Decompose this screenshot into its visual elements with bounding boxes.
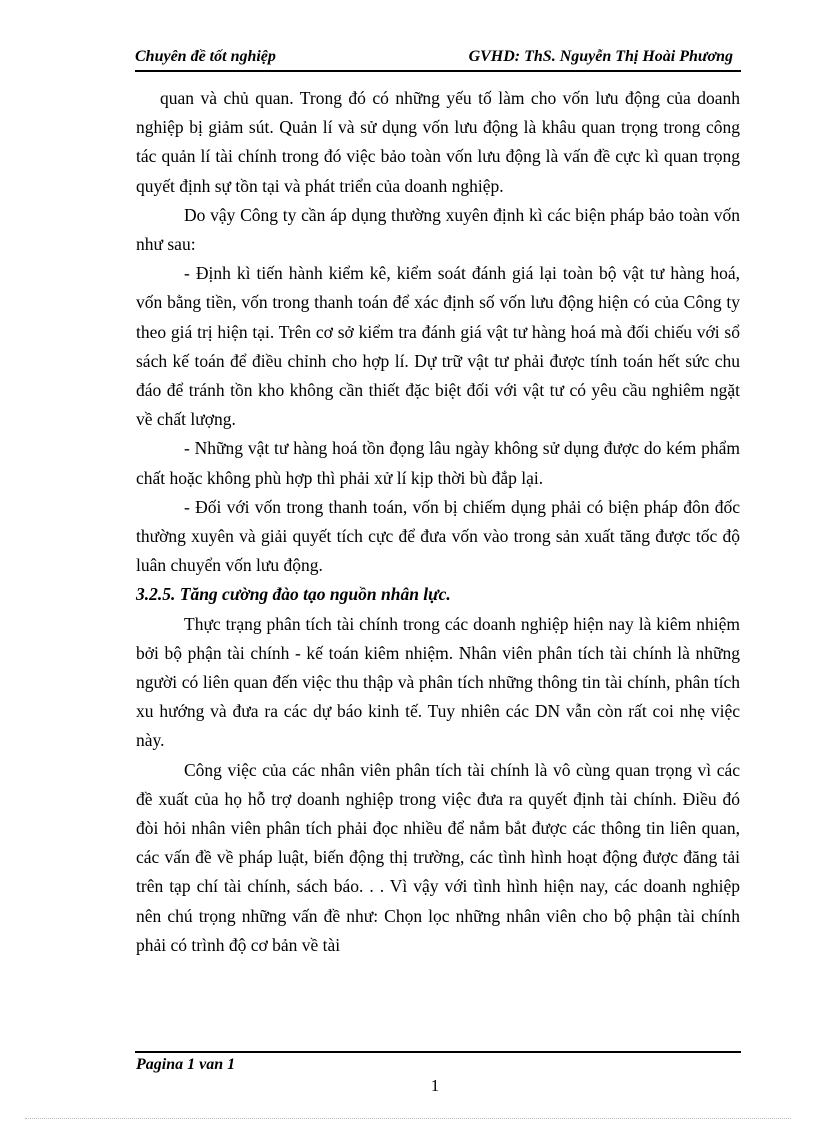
header-supervisor: GVHD: ThS. Nguyễn Thị Hoài Phương (468, 48, 733, 65)
footer-divider (135, 1051, 741, 1053)
footer-pagination-text: Pagina 1 van 1 (136, 1056, 236, 1073)
section-heading: 3.2.5. Tăng cường đào tạo nguồn nhân lực. (136, 584, 451, 605)
paragraph: Do vậy Công ty cần áp dụng thường xuyên định kì các biện pháp bảo toàn vốn như sau: (136, 204, 740, 255)
paragraph: quan và chủ quan. Trong đó có những yếu tố làm cho vốn lưu động của doanh nghiệp bị giảm sút. Quản lí và sử dụng vốn lưu động là khâu quan trọng trong công tác quản lí tài chính trong đó việc bảo toàn vốn lưu động là vấn đề cực kì quan trọng quyết định sự tồn tại và phát triển của doanh nghiệp. (136, 88, 740, 196)
paragraph: - Định kì tiến hành kiểm kê, kiểm soát đánh giá lại toàn bộ vật tư hàng hoá, vốn bằng tiền, vốn trong thanh toán để xác định số vốn lưu động hiện có của Công ty theo giá trị hiện tại. Trên cơ sở kiểm tra đánh giá vật tư hàng hoá mà đối chiếu với sổ sách kế toán để điều chỉnh cho hợp lí. Dự trữ vật tư phải được tính toán hết sức chu đáo để tránh tồn kho không cần thiết đặc biệt đối với vật tư có yêu cầu nghiêm ngặt về chất lượng. (136, 263, 740, 430)
document-body (136, 84, 740, 960)
paragraph: - Đối với vốn trong thanh toán, vốn bị chiếm dụng phải có biện pháp đôn đốc thường xuyên và giải quyết tích cực để đưa vốn vào trong sản xuất tăng được tốc độ luân chuyển vốn lưu động. (136, 496, 740, 576)
paragraph: Công việc của các nhân viên phân tích tài chính là vô cùng quan trọng vì các đề xuất của họ hỗ trợ doanh nghiệp trong việc đưa ra quyết định tài chính. Điều đó đòi hỏi nhân viên phân tích phải đọc nhiều để nắm bắt được các thông tin liên quan, các vấn đề về pháp luật, biến động thị trường, các tình hình hoạt động được đăng tải trên tạp chí tài chính, sách báo. . . Vì vậy với tình hình hiện nay, các doanh nghiệp nên chú trọng những vấn đề như: Chọn lọc những nhân viên cho bộ phận tài chính phải có trình độ cơ bản về tài (136, 759, 740, 955)
header-document-title: Chuyên đề tốt nghiệp (135, 48, 276, 65)
page-break-line (25, 1118, 791, 1119)
paragraph: - Những vật tư hàng hoá tồn đọng lâu ngày không sử dụng được do kém phẩm chất hoặc không phù hợp thì phải xử lí kịp thời bù đắp lại. (136, 438, 740, 488)
paragraph: Thực trạng phân tích tài chính trong các doanh nghiệp hiện nay là kiêm nhiệm bởi bộ phận tài chính - kế toán kiêm nhiệm. Nhân viên phân tích tài chính là những người có liên quan đến việc thu thập và phân tích những thông tin tài chính, phân tích xu hướng và đưa ra các dự báo kinh tế. Tuy nhiên các DN vẫn còn rất coi nhẹ việc này. (136, 613, 740, 751)
page-header (135, 48, 741, 72)
page-number: 1 (430, 1076, 440, 1095)
